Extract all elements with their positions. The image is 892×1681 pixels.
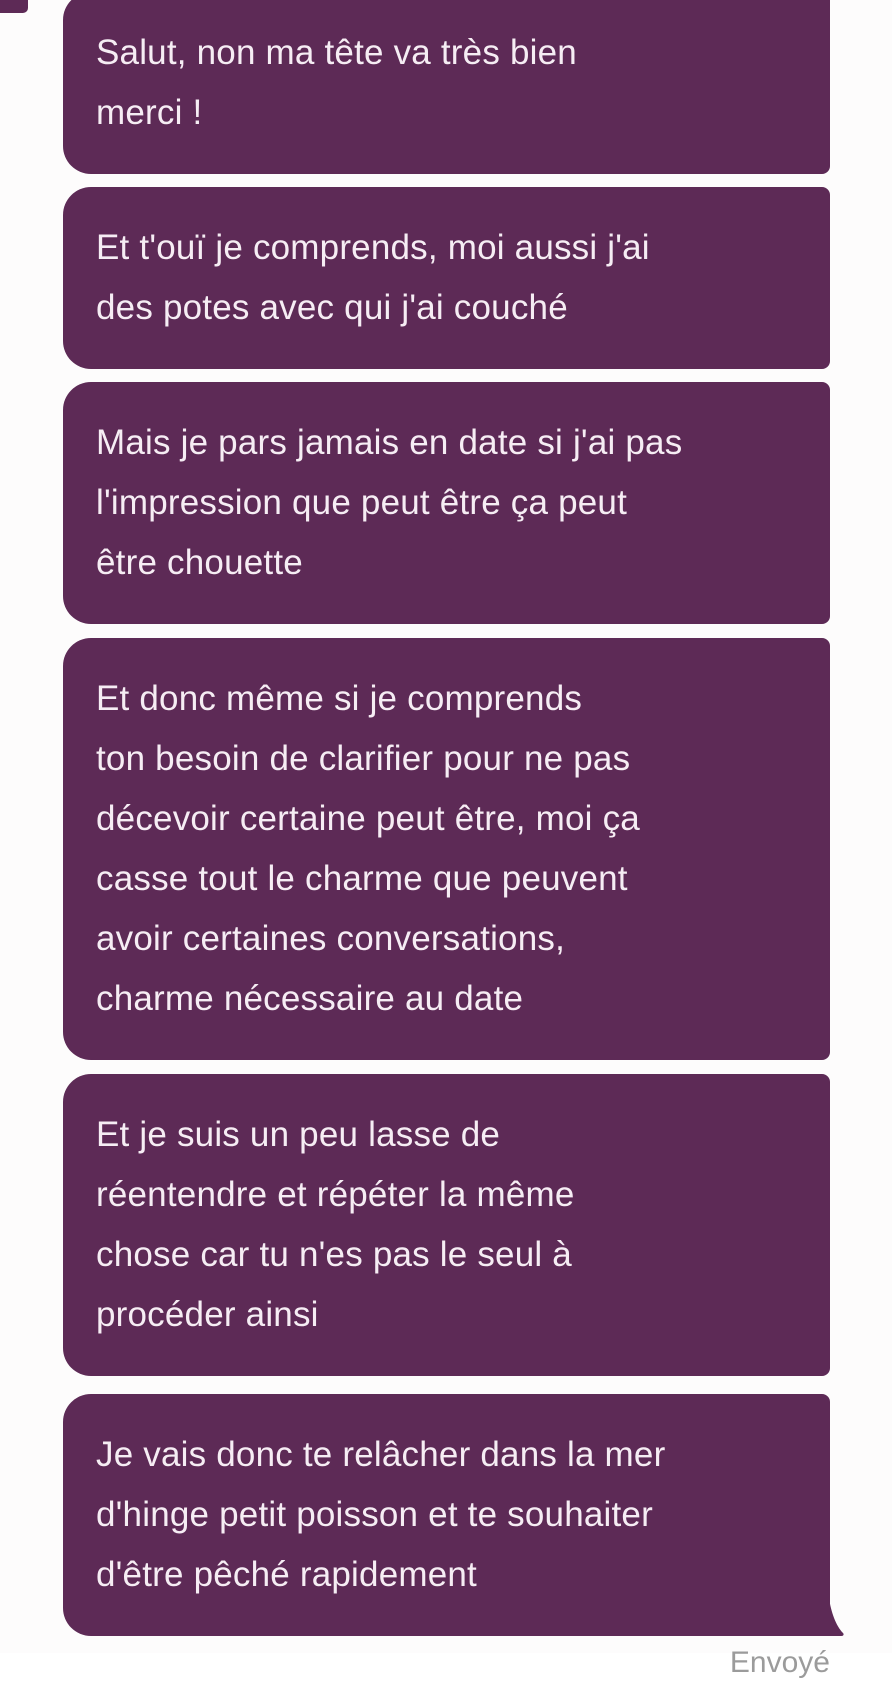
message-line: réentendre et répéter la même (96, 1175, 575, 1214)
message-line: des potes avec qui j'ai couché (96, 288, 568, 327)
message-line: d'être pêché rapidement (96, 1555, 477, 1594)
message-bubble[interactable] (63, 187, 830, 369)
message-line: merci ! (96, 93, 203, 132)
message-line: Et donc même si je comprends (96, 679, 583, 718)
message-line: charme nécessaire au date (96, 979, 524, 1018)
message-line: Et je suis un peu lasse de (96, 1115, 501, 1154)
message-bubble[interactable] (63, 1394, 830, 1636)
message-list (63, 0, 830, 1636)
message-line: Salut, non ma tête va très bien (96, 33, 577, 72)
message-line: ton besoin de clarifier pour ne pas (96, 739, 631, 778)
previous-bubble-fragment-left (0, 0, 28, 13)
message-bubble[interactable] (63, 382, 830, 624)
message-line: procéder ainsi (96, 1295, 319, 1334)
message-line: chose car tu n'es pas le seul à (96, 1235, 572, 1274)
message-line: casse tout le charme que peuvent (96, 859, 628, 898)
message-line: être chouette (96, 543, 303, 582)
message-line: d'hinge petit poisson et te souhaiter (96, 1495, 653, 1534)
message-line: décevoir certaine peut être, moi ça (96, 799, 640, 838)
message-line: Mais je pars jamais en date si j'ai pas (96, 423, 683, 462)
message-bubble[interactable] (63, 1074, 830, 1376)
message-line: Je vais donc te relâcher dans la mer (96, 1435, 666, 1474)
message-line: avoir certaines conversations, (96, 919, 565, 958)
message-line: Et t'ouï je comprends, moi aussi j'ai (96, 228, 650, 267)
sent-status: Envoyé (729, 1646, 830, 1679)
message-bubble[interactable] (63, 0, 830, 174)
message-line: l'impression que peut être ça peut (96, 483, 628, 522)
message-bubble[interactable] (63, 638, 830, 1060)
bubble-tail-icon (824, 1598, 844, 1636)
